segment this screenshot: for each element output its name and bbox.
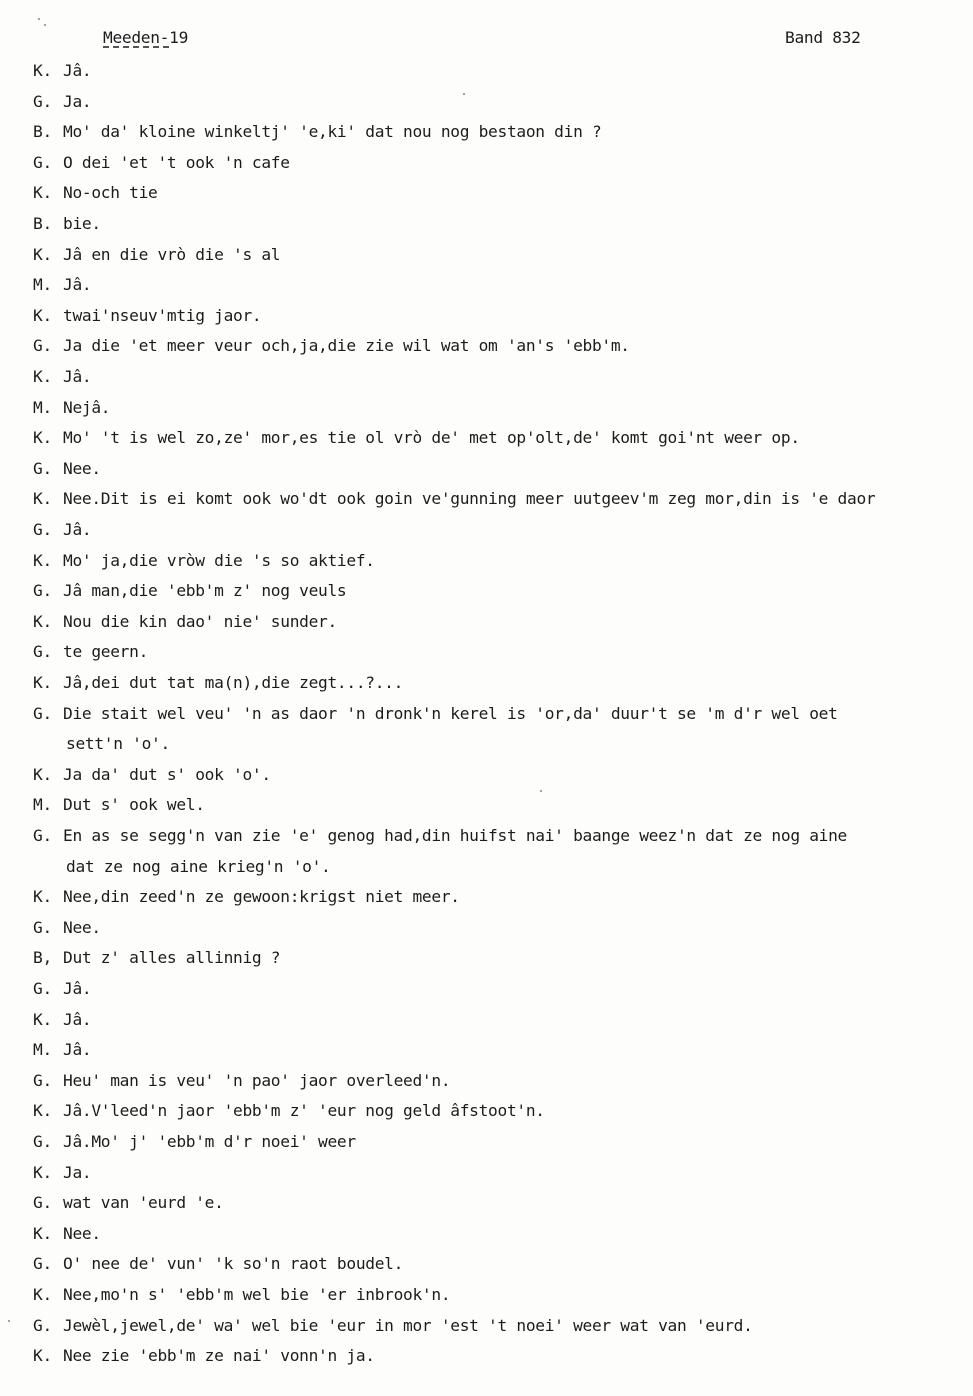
utterance-text: Ja die 'et meer veur och,ja,die zie wil wat om 'an's 'ebb'm. (63, 336, 630, 356)
utterance-text: En as se segg'n van zie 'e' genog had,din huifst nai' baange weez'n dat ze nog aine (63, 826, 847, 845)
speaker-label: K. (33, 61, 52, 80)
transcript-line (33, 946, 973, 970)
transcript-line (33, 334, 973, 358)
transcript-line (33, 1191, 973, 1215)
speaker-label: B, (33, 948, 52, 968)
utterance-text: Jewèl,jewel,de' wa' wel bie 'eur in mor 'est 't noei' weer wat van 'eurd. (63, 1315, 753, 1335)
speaker-label: K. (33, 1101, 52, 1121)
utterance-text: Nee. (63, 1223, 101, 1243)
utterance-text: Ja. (63, 1162, 92, 1182)
transcript-line (33, 885, 973, 909)
transcript-line (33, 59, 973, 83)
transcript-line (33, 702, 973, 726)
utterance-text: Jâ. (63, 275, 92, 295)
document-title-number: 19 (169, 28, 189, 47)
paper-speck (38, 18, 40, 20)
speaker-label: K. (33, 550, 52, 570)
speaker-label: G. (33, 1132, 52, 1151)
speaker-label: G. (33, 1315, 52, 1335)
paper-speck (540, 790, 542, 792)
utterance-text: Mo' da' kloine winkeltj' 'e,ki' dat nou nog bestaon din ? (63, 122, 602, 142)
band-number: Band 832 (785, 28, 861, 47)
paper-speck (463, 93, 465, 95)
transcript-line (33, 396, 973, 420)
utterance-text: te geern. (63, 642, 149, 662)
transcript-line (33, 1130, 973, 1154)
speaker-label: K. (33, 673, 52, 692)
utterance-text: Jâ. (63, 520, 92, 539)
transcript-line (33, 1038, 973, 1062)
utterance-text: Nee,din zeed'n ze gewoon:krigst niet meer. (63, 887, 460, 907)
speaker-label: G. (33, 581, 52, 601)
transcript-line (33, 977, 973, 1001)
speaker-label: G. (33, 1193, 52, 1213)
speaker-label: G. (33, 1254, 52, 1274)
page-header (0, 28, 973, 54)
transcript-line (33, 487, 973, 511)
speaker-label: K. (33, 183, 52, 203)
utterance-text: Mo' ja,die vròw die 's so aktief. (63, 550, 375, 570)
speaker-label: G. (33, 458, 52, 478)
transcript-line (33, 457, 973, 481)
speaker-label: G. (33, 979, 52, 998)
speaker-label: G. (33, 917, 52, 937)
speaker-label: G. (33, 703, 52, 723)
transcript-line (33, 793, 973, 817)
transcript-line (33, 824, 973, 848)
document-title-prefix: Meeden- (103, 28, 170, 47)
transcript-line (33, 273, 973, 297)
utterance-text: Nee. (63, 458, 101, 478)
transcript-line (33, 579, 973, 603)
speaker-label: K. (33, 611, 52, 631)
utterance-text: Jâ. (63, 979, 92, 998)
utterance-text: O' nee de' vun' 'k so'n raot boudel. (63, 1254, 404, 1274)
speaker-label: K. (33, 489, 52, 509)
speaker-label: K. (33, 887, 52, 907)
utterance-text: No-och tie (63, 183, 158, 203)
transcript-line (33, 1344, 973, 1368)
utterance-text: O dei 'et 't ook 'n cafe (63, 152, 290, 172)
transcript-line (33, 1161, 973, 1185)
transcript-line (33, 181, 973, 205)
speaker-label: M. (33, 795, 52, 815)
transcript-line (33, 1222, 973, 1246)
utterance-text: Ja. (63, 91, 92, 111)
utterance-text: Jâ. (63, 61, 92, 80)
transcript-line (33, 365, 973, 389)
utterance-text: Jâ.Mo' j' 'ebb'm d'r noei' weer (63, 1132, 356, 1151)
transcript-line (33, 1283, 973, 1307)
utterance-text: Jâ. (63, 1040, 92, 1060)
speaker-label: K. (33, 244, 52, 264)
transcript-line (33, 151, 973, 175)
speaker-label: G. (33, 91, 52, 111)
speaker-label: K. (33, 764, 52, 784)
speaker-label: K. (33, 305, 52, 325)
utterance-text: bie. (63, 214, 101, 233)
transcript-line (33, 1069, 973, 1093)
transcript-line (33, 916, 973, 940)
utterance-text: Ja da' dut s' ook 'o'. (63, 764, 271, 784)
speaker-label: M. (33, 397, 52, 417)
transcript-line (33, 120, 973, 144)
utterance-text: Dut z' alles allinnig ? (63, 948, 281, 968)
utterance-text: twai'nseuv'mtig jaor. (63, 305, 262, 325)
transcript-line (33, 518, 973, 542)
transcript-line (33, 763, 973, 787)
utterance-text: Jâ,dei dut tat ma(n),die zegt...?... (63, 673, 404, 692)
transcript-line (33, 1314, 973, 1338)
utterance-text: Jâ man,die 'ebb'm z' nog veuls (63, 581, 347, 601)
utterance-continuation: dat ze nog aine krieg'n 'o'. (66, 856, 331, 876)
speaker-label: K. (33, 1009, 52, 1029)
utterance-text: Nee,mo'n s' 'ebb'm wel bie 'er inbrook'n. (63, 1285, 451, 1304)
utterance-text: wat van 'eurd 'e. (63, 1193, 224, 1213)
utterance-text: Nee zie 'ebb'm ze nai' vonn'n ja. (63, 1346, 375, 1366)
speaker-label: G. (33, 336, 52, 356)
utterance-text: Jâ.V'leed'n jaor 'ebb'm z' 'eur nog geld âfstoot'n. (63, 1101, 545, 1121)
document-title (103, 28, 188, 47)
paper-speck (44, 24, 46, 26)
transcript-line (33, 610, 973, 634)
utterance-text: Nee. (63, 917, 101, 937)
utterance-text: Nejâ. (63, 397, 111, 417)
speaker-label: G. (33, 826, 52, 845)
utterance-text: Mo' 't is wel zo,ze' mor,es tie ol vrò de' met op'olt,de' komt goi'nt weer op. (63, 428, 800, 448)
speaker-label: M. (33, 1040, 52, 1060)
utterance-text: Nee.Dit is ei komt ook wo'dt ook goin ve'gunning meer uutgeev'm zeg mor,din is 'e daor (63, 489, 876, 509)
speaker-label: B. (33, 122, 52, 142)
speaker-label: G. (33, 642, 52, 662)
transcript-line (33, 212, 973, 236)
speaker-label: K. (33, 1223, 52, 1243)
utterance-text: Dut s' ook wel. (63, 795, 205, 815)
transcript-line (33, 549, 973, 573)
utterance-text: Heu' man is veu' 'n pao' jaor overleed'n. (63, 1070, 451, 1090)
speaker-label: G. (33, 152, 52, 172)
utterance-text: Jâ. (63, 1009, 92, 1029)
speaker-label: G. (33, 1070, 52, 1090)
transcript-line (33, 1008, 973, 1032)
utterance-text: Nou die kin dao' nie' sunder. (63, 611, 337, 631)
transcript-line (33, 243, 973, 267)
transcript-line (33, 304, 973, 328)
speaker-label: K. (33, 1285, 52, 1304)
utterance-text: Jâ en die vrò die 's al (63, 244, 281, 264)
utterance-continuation: sett'n 'o'. (66, 734, 170, 754)
utterance-text: Die stait wel veu' 'n as daor 'n dronk'n kerel is 'or,da' duur't se 'm d'r wel oet (63, 703, 838, 723)
speaker-label: K. (33, 1162, 52, 1182)
transcript-line (33, 90, 973, 114)
utterance-text: Jâ. (63, 367, 92, 386)
speaker-label: K. (33, 367, 52, 386)
transcript-line (33, 1252, 973, 1276)
speaker-label: B. (33, 214, 52, 233)
paper-speck (8, 1320, 10, 1322)
transcript-line (33, 426, 973, 450)
speaker-label: K. (33, 1346, 52, 1366)
speaker-label: K. (33, 428, 52, 448)
transcript-line (33, 640, 973, 664)
speaker-label: G. (33, 520, 52, 539)
speaker-label: M. (33, 275, 52, 295)
transcript-line (33, 671, 973, 695)
transcript-line (33, 1099, 973, 1123)
